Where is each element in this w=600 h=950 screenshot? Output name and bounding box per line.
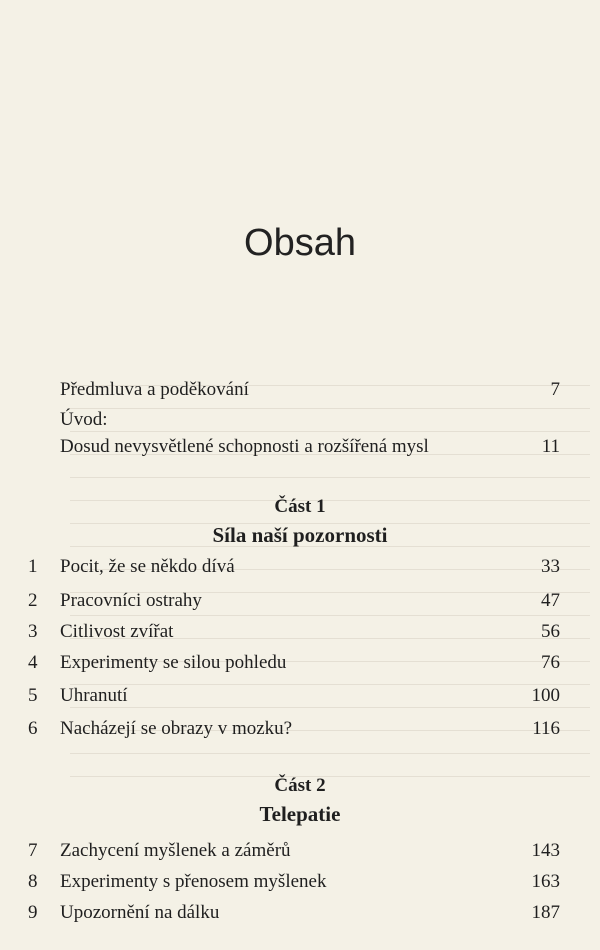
toc-chapter-row[interactable]: [0, 586, 600, 616]
chapter-title: Nacházejí se obrazy v mozku?: [60, 718, 293, 739]
chapter-number: 8: [28, 871, 38, 892]
toc-entry-label: Předmluva a poděkování: [60, 379, 249, 400]
toc-entry-intro[interactable]: [0, 432, 600, 462]
chapter-number: 7: [28, 840, 38, 861]
chapter-number: 4: [28, 652, 38, 673]
chapter-title: Uhranutí: [60, 685, 128, 706]
chapter-number: 2: [28, 590, 38, 611]
toc-entry-label: Úvod:: [60, 409, 108, 430]
toc-entry-foreword[interactable]: [0, 375, 600, 405]
toc-entry-intro-heading: [0, 405, 600, 435]
page-title: Obsah: [244, 222, 356, 264]
part-heading: Část 2: [274, 775, 326, 796]
toc-entry-page: 7: [550, 379, 560, 400]
chapter-page: 76: [541, 652, 560, 673]
toc-chapter-row[interactable]: [0, 648, 600, 678]
toc-entry-label: Dosud nevysvětlené schopnosti a rozšířená mysl: [60, 436, 429, 457]
toc-chapter-row[interactable]: [0, 617, 600, 647]
toc-chapter-row[interactable]: [0, 681, 600, 711]
part-name: Síla naší pozornosti: [212, 523, 388, 547]
part-name: Telepatie: [259, 802, 341, 826]
chapter-page: 33: [541, 556, 560, 577]
chapter-title: Experimenty se silou pohledu: [60, 652, 287, 673]
chapter-number: 3: [28, 621, 38, 642]
toc-chapter-row[interactable]: [0, 898, 600, 928]
chapter-page: 143: [531, 840, 560, 861]
chapter-title: Upozornění na dálku: [60, 902, 220, 923]
toc-chapter-row[interactable]: [0, 867, 600, 897]
chapter-title: Pocit, že se někdo dívá: [60, 556, 235, 577]
chapter-title: Citlivost zvířat: [60, 621, 174, 642]
chapter-page: 47: [541, 590, 560, 611]
chapter-number: 6: [28, 718, 38, 739]
chapter-title: Pracovníci ostrahy: [60, 590, 202, 611]
chapter-number: 9: [28, 902, 38, 923]
chapter-page: 100: [531, 685, 560, 706]
toc-chapter-row[interactable]: [0, 714, 600, 744]
chapter-page: 187: [531, 902, 560, 923]
part-heading: Část 1: [274, 496, 326, 517]
toc-chapter-row[interactable]: [0, 836, 600, 866]
chapter-title: Experimenty s přenosem myšlenek: [60, 871, 327, 892]
chapter-page: 163: [531, 871, 560, 892]
toc-entry-page: 11: [541, 436, 560, 457]
chapter-number: 1: [28, 556, 38, 577]
chapter-page: 116: [532, 718, 560, 739]
chapter-title: Zachycení myšlenek a záměrů: [60, 840, 291, 861]
toc-chapter-row[interactable]: [0, 552, 600, 582]
chapter-page: 56: [541, 621, 560, 642]
chapter-number: 5: [28, 685, 38, 706]
